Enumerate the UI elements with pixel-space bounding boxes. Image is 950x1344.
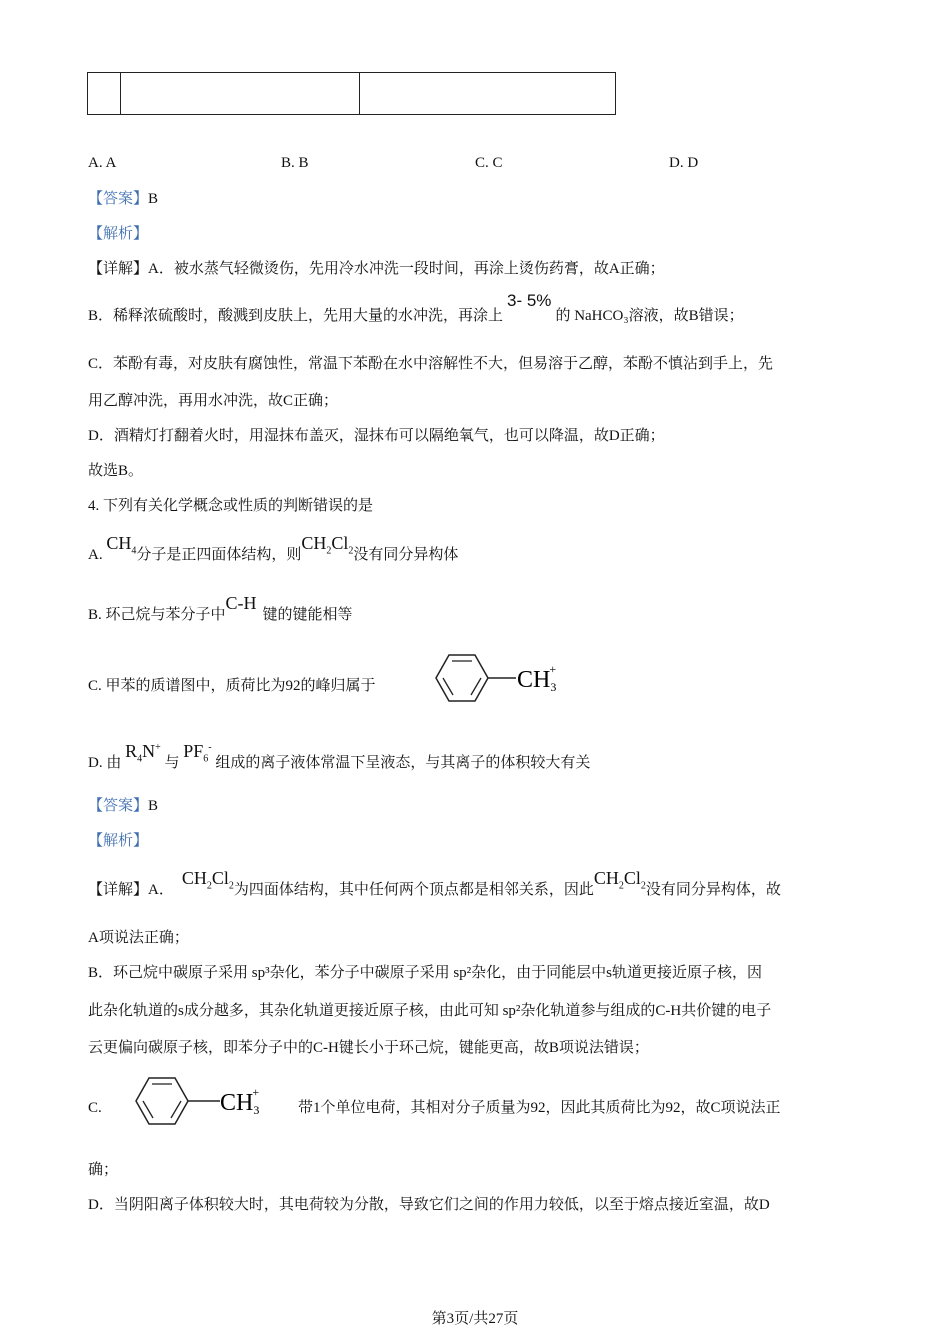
text: 的 NaHCO₃溶液，故B错误； xyxy=(555,308,744,324)
text: C. xyxy=(88,1100,102,1116)
text: 键的键能相等 xyxy=(262,607,353,623)
text: 为四面体结构，其中任何两个顶点都是相邻关系，因此 xyxy=(233,882,594,898)
detail2-b2: 此杂化轨道的s成分越多，其杂化轨道更接近原子核，由此可知 sp²杂化轨道参与组成的C-H共价键的电子 xyxy=(88,1003,772,1019)
detail2-a xyxy=(88,868,781,907)
answer-line-2 xyxy=(88,796,158,816)
detail2-a2: A项说法正确； xyxy=(88,930,189,946)
question-4-stem: 4. 下列有关化学概念或性质的判断错误的是 xyxy=(88,498,374,514)
benzyl-cation-structure xyxy=(132,1074,282,1130)
q4-option-d xyxy=(88,741,591,780)
text: D. 由 xyxy=(88,755,122,771)
answer-line xyxy=(88,189,158,209)
analysis-label: 【解析】 xyxy=(88,226,149,242)
detail-b xyxy=(88,291,744,326)
table-cell xyxy=(121,73,360,115)
text: 与 xyxy=(164,755,180,771)
text: 带1个单位电荷，其相对分子质量为92，因此其质荷比为92，故C项说法正 xyxy=(298,1100,781,1116)
answer-value: B xyxy=(148,191,159,207)
detail2-b3: 云更偏向碳原子核，即苯分子中的C-H键长小于环己烷，键能更高，故B项说法错误； xyxy=(88,1040,649,1056)
detail2-b1: B．环己烷中碳原子采用 sp³杂化，苯分子中碳原子采用 sp²杂化，由于同能层中s轨道更接近原子核，因 xyxy=(88,965,763,981)
conclusion: 故选B。 xyxy=(88,463,144,479)
page-footer: 第3页/共27页 xyxy=(431,1311,519,1327)
answer-label: 【答案】 xyxy=(88,191,149,207)
answer-table xyxy=(87,72,616,115)
option-c: C. C xyxy=(475,155,503,171)
ch2cl2-formula: $CH_2Cl_2$ xyxy=(181,868,234,892)
answer-value: B xyxy=(148,798,159,814)
ch2cl2-formula: $CH_2Cl_2$ xyxy=(593,868,646,892)
ch3-cation-text: CH3+ xyxy=(220,1085,260,1117)
detail2-c xyxy=(88,1085,781,1118)
analysis-label-2: 【解析】 xyxy=(88,833,149,849)
answer-label: 【答案】 xyxy=(88,798,149,814)
ch3-cation-text: CH3+ xyxy=(517,662,557,694)
text: 分子是正四面体结构，则 xyxy=(136,547,302,563)
detail-a: 【详解】A．被水蒸气轻微烫伤，先用冷水冲洗一段时间，再涂上烫伤药膏，故A正确； xyxy=(88,261,665,277)
detail2-d: D．当阴阳离子体积较大时，其电荷较为分散，导致它们之间的作用力较低，以至于熔点接近室温，故D xyxy=(88,1197,770,1213)
text: 没有同分异构体 xyxy=(353,547,459,563)
option-a: A. A xyxy=(88,155,117,171)
table-cell xyxy=(360,73,616,115)
percent-formula: 3- 5% xyxy=(507,291,552,310)
text: 没有同分异构体，故 xyxy=(645,882,781,898)
detail-d: D．酒精灯打翻着火时，用湿抹布盖灭，湿抹布可以隔绝氧气，也可以降温，故D正确； xyxy=(88,428,665,444)
detail-c2: 用乙醇冲洗，再用水冲洗，故C正确； xyxy=(88,393,339,409)
q4-option-a xyxy=(88,533,459,572)
text: 【详解】A． xyxy=(88,882,174,898)
ch-bond-formula: C-H xyxy=(225,593,257,613)
q4-option-b xyxy=(88,593,353,625)
option-b: B. B xyxy=(281,155,309,171)
text: 组成的离子液体常温下呈液态，与其离子的体积较大有关 xyxy=(215,755,591,771)
option-d: D. D xyxy=(669,155,699,171)
benzyl-cation-structure xyxy=(432,651,582,707)
r4n-formula: $R_4N^+$ xyxy=(125,741,161,765)
detail2-c2: 确； xyxy=(88,1162,119,1178)
detail-c1: C．苯酚有毒，对皮肤有腐蚀性，常温下苯酚在水中溶解性不大，但易溶于乙醇，苯酚不慎沾到手上，先 xyxy=(88,356,774,372)
text: A. xyxy=(88,547,103,563)
table-cell xyxy=(88,73,121,115)
ch4-formula: $CH_4$ xyxy=(106,533,137,557)
ch2cl2-formula: $CH_2Cl_2$ xyxy=(301,533,354,557)
text: B. 环己烷与苯分子中 xyxy=(88,607,226,623)
text: B．稀释浓硫酸时，酸溅到皮肤上，先用大量的水冲洗，再涂上 xyxy=(88,308,504,324)
pf6-formula: $PF_6^-$ xyxy=(183,741,212,765)
q4-option-c xyxy=(88,662,557,696)
text: C. 甲苯的质谱图中，质荷比为92的峰归属于 xyxy=(88,678,376,694)
